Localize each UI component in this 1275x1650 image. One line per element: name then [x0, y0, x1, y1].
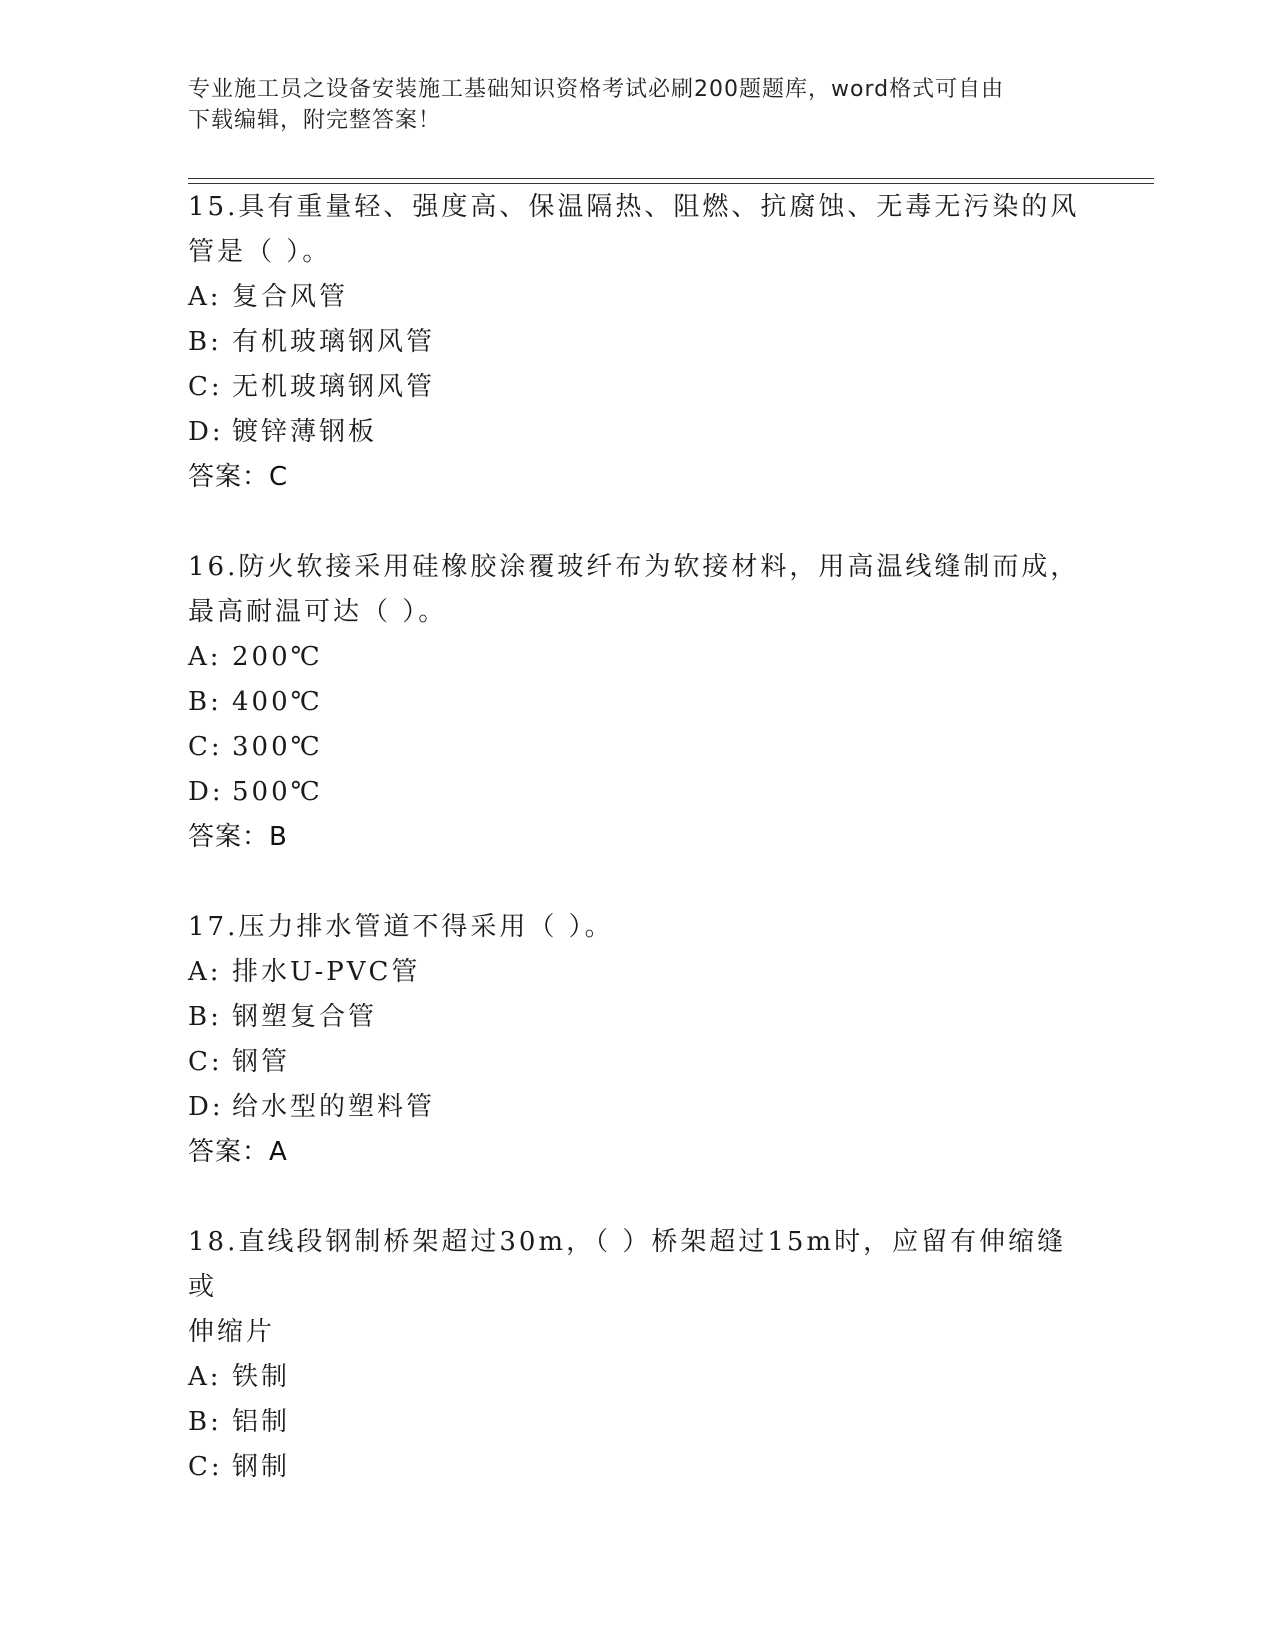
option-a — [188, 275, 1088, 320]
option-a — [188, 1355, 1088, 1400]
option-letter: C: — [188, 1452, 223, 1482]
header-line-2: 下载编辑，附完整答案！ — [188, 108, 442, 133]
header-divider-top — [188, 178, 1154, 179]
option-text: 铁制 — [232, 1362, 291, 1392]
option-b — [188, 1400, 1088, 1445]
option-letter: C: — [188, 1047, 223, 1077]
question-17 — [188, 905, 1088, 1175]
question-stem — [188, 545, 1088, 635]
option-a — [188, 950, 1088, 995]
question-stem-line-1: 15.具有重量轻、强度高、保温隔热、阻燃、抗腐蚀、无毒无污染的风 — [188, 192, 1080, 222]
question-stem — [188, 1220, 1088, 1355]
option-d — [188, 770, 1088, 815]
question-stem-line-1: 16.防火软接采用硅橡胶涂覆玻纤布为软接材料，用高温线缝制而成， — [188, 552, 1080, 582]
option-c — [188, 1040, 1088, 1085]
question-stem-line-2: 管是（ ）。 — [188, 237, 332, 267]
option-text: 铝制 — [232, 1407, 291, 1437]
option-text: 400℃ — [232, 687, 323, 717]
question-15 — [188, 185, 1088, 500]
option-letter: A: — [188, 957, 222, 987]
option-d — [188, 410, 1088, 455]
option-text: 复合风管 — [232, 282, 349, 312]
option-a — [188, 635, 1088, 680]
question-stem — [188, 905, 1088, 950]
document-header — [188, 74, 1088, 136]
option-letter: A: — [188, 282, 222, 312]
answer: 答案：B — [188, 822, 288, 852]
option-text: 500℃ — [232, 777, 323, 807]
option-text: 有机玻璃钢风管 — [232, 327, 436, 357]
option-text: 200℃ — [232, 642, 323, 672]
answer: 答案：A — [188, 1137, 288, 1167]
option-b — [188, 680, 1088, 725]
question-18 — [188, 1220, 1088, 1490]
option-text: 排水U-PVC管 — [232, 957, 421, 987]
header-divider-bottom — [188, 183, 1154, 184]
answer: 答案：C — [188, 462, 289, 492]
question-16 — [188, 545, 1088, 860]
option-text: 钢塑复合管 — [232, 1002, 378, 1032]
option-letter: D: — [188, 417, 224, 447]
option-letter: C: — [188, 372, 223, 402]
option-letter: B: — [188, 1002, 222, 1032]
question-stem-line-2: 最高耐温可达（ ）。 — [188, 597, 448, 627]
option-text: 镀锌薄钢板 — [232, 417, 378, 447]
option-text: 给水型的塑料管 — [232, 1092, 436, 1122]
option-c — [188, 725, 1088, 770]
option-letter: D: — [188, 1092, 224, 1122]
option-letter: B: — [188, 687, 222, 717]
option-letter: D: — [188, 777, 224, 807]
question-stem-line-1: 18.直线段钢制桥架超过30m，（ ）桥架超过15m时，应留有伸缩缝或 — [188, 1227, 1067, 1302]
option-c — [188, 1445, 1088, 1490]
option-text: 钢管 — [232, 1047, 291, 1077]
header-line-1: 专业施工员之设备安装施工基础知识资格考试必刷200题题库，word格式可自由 — [188, 77, 1005, 102]
question-stem — [188, 185, 1088, 275]
option-c — [188, 365, 1088, 410]
option-b — [188, 320, 1088, 365]
option-letter: C: — [188, 732, 223, 762]
option-letter: A: — [188, 1362, 222, 1392]
option-letter: B: — [188, 1407, 222, 1437]
option-letter: B: — [188, 327, 222, 357]
option-d — [188, 1085, 1088, 1130]
question-stem-line-1: 17.压力排水管道不得采用（ ）。 — [188, 912, 614, 942]
option-text: 钢制 — [232, 1452, 291, 1482]
option-letter: A: — [188, 642, 222, 672]
option-text: 300℃ — [232, 732, 323, 762]
question-stem-line-2: 伸缩片 — [188, 1317, 276, 1347]
option-b — [188, 995, 1088, 1040]
option-text: 无机玻璃钢风管 — [232, 372, 436, 402]
